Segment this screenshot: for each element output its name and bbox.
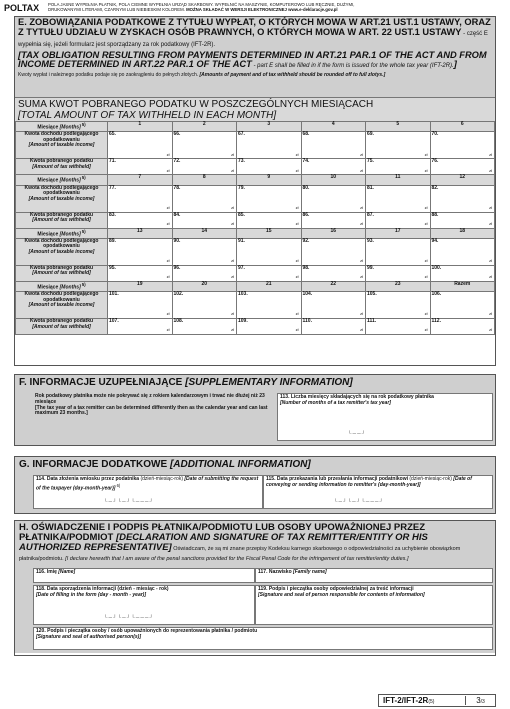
- field-113-ticks: └──┘: [348, 431, 367, 438]
- currency-label: zł: [231, 311, 234, 317]
- taxable-income-field[interactable]: [366, 238, 431, 265]
- currency-label: zł: [360, 274, 363, 280]
- currency-label: zł: [166, 258, 170, 264]
- currency-label: zł: [166, 220, 170, 226]
- field-number: 101.: [109, 291, 119, 297]
- tax-withheld-label: Kwota pobranego podatku [Amount of tax withheld]: [16, 319, 108, 335]
- field-number: 87.: [367, 211, 374, 218]
- currency-label: zł: [489, 167, 492, 173]
- field-number: 68.: [302, 131, 310, 138]
- section-f-title: F. INFORMACJE UZUPEŁNIAJĄCE [SUPPLEMENTARY INFORMATION]: [15, 375, 495, 391]
- taxable-income-field[interactable]: [366, 132, 431, 159]
- field-number: 96.: [173, 264, 181, 271]
- currency-label: zł: [489, 274, 492, 280]
- field-number: 105.: [367, 291, 377, 297]
- currency-label: zł: [489, 204, 492, 210]
- taxable-income-field[interactable]: [108, 292, 173, 319]
- tax-withheld-field[interactable]: [430, 319, 495, 335]
- month-number: 16: [301, 228, 366, 238]
- currency-label: zł: [489, 220, 492, 226]
- currency-label: zł: [231, 167, 234, 173]
- tax-withheld-field[interactable]: [301, 212, 366, 228]
- currency-label: zł: [489, 327, 492, 333]
- taxable-income-row: [16, 132, 495, 159]
- section-f-row: [15, 391, 495, 445]
- taxable-income-field[interactable]: [301, 185, 366, 212]
- currency-label: zł: [489, 258, 492, 264]
- rounding-note: Kwoty wypłat i należnego podatku podaje się po zaokrągleniu do pełnych złotych. [Amounts of payment and of tax withheld should be rounded off to full zlotys.]: [18, 71, 386, 78]
- taxable-income-field[interactable]: [301, 238, 366, 265]
- field-number: 74.: [302, 158, 310, 165]
- currency-label: zł: [295, 151, 299, 157]
- field-number: 107.: [109, 318, 119, 324]
- top-bar: [4, 2, 506, 15]
- taxable-income-field[interactable]: [301, 132, 366, 159]
- currency-label: zł: [166, 204, 170, 210]
- taxable-income-field[interactable]: [172, 185, 237, 212]
- section-g: [14, 456, 496, 514]
- currency-label: zł: [295, 311, 299, 317]
- month-number: 23: [366, 281, 431, 291]
- currency-label: zł: [424, 274, 428, 280]
- taxable-income-field[interactable]: [108, 238, 173, 265]
- tax-withheld-field[interactable]: [237, 159, 302, 175]
- taxable-income-row: [16, 185, 495, 212]
- field-number: 89.: [109, 237, 116, 244]
- currency-label: zł: [424, 151, 428, 157]
- taxable-income-field[interactable]: [237, 292, 302, 319]
- currency-label: zł: [295, 204, 299, 210]
- section-e: [14, 16, 496, 366]
- field-number: 84.: [173, 211, 181, 218]
- tax-withheld-field[interactable]: [237, 212, 302, 228]
- currency-label: zł: [424, 220, 428, 226]
- section-h-header: [15, 521, 495, 566]
- months-row: [16, 281, 495, 291]
- currency-label: zł: [295, 220, 299, 226]
- currency-label: zł: [166, 274, 170, 280]
- taxable-income-field[interactable]: [108, 185, 173, 212]
- field-number: 76.: [431, 158, 439, 165]
- section-g-row: [15, 473, 495, 513]
- field-number: 94.: [431, 237, 439, 244]
- currency-label: zł: [424, 311, 428, 317]
- tax-withheld-field[interactable]: [430, 159, 495, 175]
- tax-withheld-field[interactable]: [430, 265, 495, 281]
- currency-label: zł: [231, 327, 234, 333]
- field-number: 80.: [302, 184, 310, 191]
- currency-label: zł: [231, 258, 234, 264]
- field-number: 93.: [367, 237, 374, 244]
- field-number: 81.: [367, 184, 374, 191]
- tax-withheld-row: [16, 159, 495, 175]
- tax-withheld-row: [16, 265, 495, 281]
- months-row: [16, 122, 495, 132]
- field-number: 112.: [431, 318, 441, 324]
- taxable-income-field[interactable]: [237, 238, 302, 265]
- instructions-notice: [48, 2, 506, 12]
- currency-label: zł: [424, 258, 428, 264]
- section-h: [14, 520, 496, 656]
- field-number: 83.: [109, 211, 116, 218]
- field-119-signature[interactable]: 119. Podpis i pieczątka osoby odpowiedzialnej za treść informacji [Signature and seal of person responsible for contents of information]: [255, 585, 493, 625]
- currency-label: zł: [231, 220, 234, 226]
- field-number: 90.: [173, 237, 181, 244]
- form-code: IFT-2/IFT-2R(5): [383, 696, 435, 705]
- currency-label: zł: [166, 327, 170, 333]
- section-h-row2: [15, 583, 495, 625]
- field-number: 97.: [238, 264, 245, 271]
- months-label: Miesiące [Months] $^{5)}$: [16, 228, 108, 238]
- month-number: 22: [301, 281, 366, 291]
- month-number: 4: [301, 122, 366, 132]
- monthly-tax-grid: [15, 121, 495, 335]
- field-number: 71.: [109, 158, 116, 165]
- tax-withheld-field[interactable]: [108, 319, 173, 335]
- taxable-income-field[interactable]: [172, 238, 237, 265]
- month-number: 13: [108, 228, 173, 238]
- field-number: 66.: [173, 131, 181, 138]
- tax-withheld-field[interactable]: [366, 319, 431, 335]
- section-e-title: E. ZOBOWIĄZANIA PODATKOWE Z TYTUŁU WYPŁAT, O KTÓRYCH MOWA W ART.21 UST.1 USTAWY, ORAZ Z TYTUŁU UDZIAŁU W ZYSKACH OSÓB PRAWNYCH, O KTÓRYCH MOWA W ART. 22 UST.1 USTAWY - część E wypełnia się, jeżeli formularz jest sporządzany za rok podatkowy (IFT-2R). [TAX OBLIGATION RESULTING FROM PAYMENTS DETERMINED IN ART.21 PAR.1 OF THE ACT AND FROM INCOME DETERMINED IN ART.22 PAR.1 OF THE ACT - part E shall be filled in if the form is issued for the whole tax year (IFT-2R).]: [18, 17, 491, 69]
- currency-label: zł: [231, 204, 234, 210]
- field-number: 73.: [238, 158, 245, 165]
- field-120-authorised-signature[interactable]: 120. Podpis i pieczątka osoby / osób upoważnionych do reprezentowania płatnika / podmiotu [Signature and seal of authorised person(s)]: [33, 627, 493, 650]
- field-number: 102.: [173, 291, 184, 297]
- field-number: 78.: [173, 184, 181, 191]
- currency-label: zł: [489, 151, 492, 157]
- field-116-first-name[interactable]: 116. Imię [Name]: [33, 568, 255, 583]
- currency-label: zł: [166, 311, 170, 317]
- month-number: 14: [172, 228, 237, 238]
- currency-label: zł: [489, 311, 492, 317]
- currency-label: zł: [424, 204, 428, 210]
- field-number: 67.: [238, 131, 245, 138]
- taxable-income-field[interactable]: [430, 238, 495, 265]
- currency-label: zł: [424, 167, 428, 173]
- months-label: Miesiące [Months] $^{5)}$: [16, 175, 108, 185]
- page-number: 3/3: [465, 696, 495, 705]
- tax-withheld-field[interactable]: [172, 265, 237, 281]
- field-number: 108.: [173, 318, 184, 324]
- tax-withheld-field[interactable]: [172, 212, 237, 228]
- field-113[interactable]: 113. Liczba miesięcy składających się na rok podatkowy płatnika [Number of months of a tax remitter's tax year] └──┘: [277, 393, 493, 441]
- field-115[interactable]: 115. Data przekazania lub przesłania informacji podatnikowi (dzień-miesiąc-rok) [Date of conveying or sending information to remitter's (day-month-year)] └─┘└─┘└───┘: [263, 475, 493, 509]
- month-number: 18: [430, 228, 495, 238]
- field-number: 86.: [302, 211, 310, 218]
- month-number: 3: [237, 122, 302, 132]
- form-id-box: [378, 694, 496, 707]
- currency-label: zł: [360, 220, 363, 226]
- notice-electronic: MOŻNA SKŁADAĆ W WERSJI ELEKTRONICZNEJ: [186, 7, 287, 12]
- currency-label: zł: [424, 327, 428, 333]
- taxable-income-field[interactable]: [172, 292, 237, 319]
- taxable-income-field[interactable]: [172, 132, 237, 159]
- field-number: 95.: [109, 264, 116, 271]
- currency-label: zł: [360, 151, 363, 157]
- taxable-income-field[interactable]: [430, 132, 495, 159]
- field-number: 69.: [367, 131, 374, 138]
- poltax-logo: POLTAX: [4, 3, 40, 13]
- tax-withheld-field[interactable]: [108, 159, 173, 175]
- field-114-ticks: └─┘└─┘└───┘: [104, 499, 154, 506]
- field-number: 79.: [238, 184, 245, 191]
- currency-label: zł: [166, 167, 170, 173]
- section-h-title: H. OŚWIADCZENIE I PODPIS PŁATNIKA/PODMIOTU LUB OSOBY UPOWAŻNIONEJ PRZEZ PŁATNIKA/PODMIOT [DECLARATION AND SIGNATURE OF TAX REMITTER/ENTITY OR HIS AUTHORIZED REPRESENTATIVE] Oświadczam, że są mi znane przepisy Kodeksu karnego skarbowego o odpowiedzialności za uchybienie obowiązkom płatnika/podmiotu. [I declare herewith that I am aware of the penal sanctions provided for the Fiscal Penal Code for the infringement of tax remitter/entity duties.]: [19, 522, 461, 562]
- tax-withheld-label: Kwota pobranego podatku [Amount of tax withheld]: [16, 159, 108, 175]
- months-label: Miesiące [Months] $^{5)}$: [16, 281, 108, 291]
- taxable-income-field[interactable]: [430, 292, 495, 319]
- taxable-income-label: Kwota dochodu podlegającego opodatkowaniu [Amount of taxable income]: [16, 292, 108, 319]
- taxable-income-row: [16, 292, 495, 319]
- currency-label: zł: [360, 327, 363, 333]
- month-number: 15: [237, 228, 302, 238]
- field-number: 77.: [109, 184, 116, 191]
- field-114[interactable]: 114. Data złożenia wniosku przez podatnika (dzień-miesiąc-rok) [Date of submitting the request of the taxpayer (day-month-year)] $^{6)}$ └─┘└─┘└───┘: [33, 475, 263, 509]
- section-e-header: [15, 17, 495, 97]
- month-number: 20: [172, 281, 237, 291]
- field-number: 109.: [238, 318, 248, 324]
- currency-label: zł: [295, 274, 299, 280]
- month-number: 19: [108, 281, 173, 291]
- taxable-income-row: [16, 238, 495, 265]
- taxable-income-label: Kwota dochodu podlegającego opodatkowaniu [Amount of taxable income]: [16, 132, 108, 159]
- field-number: 88.: [431, 211, 439, 218]
- tax-withheld-label: Kwota pobranego podatku [Amount of tax withheld]: [16, 265, 108, 281]
- currency-label: zł: [295, 258, 299, 264]
- month-number: 5: [366, 122, 431, 132]
- sum-header: SUMA KWOT POBRANEGO PODATKU W POSZCZEGÓLNYCH MIESIĄCACH [TOTAL AMOUNT OF TAX WITHHELD IN EACH MONTH]: [15, 97, 495, 121]
- month-number: 2: [172, 122, 237, 132]
- tax-withheld-field[interactable]: [108, 265, 173, 281]
- taxable-income-field[interactable]: [301, 292, 366, 319]
- months-row: [16, 228, 495, 238]
- tax-withheld-field[interactable]: [172, 159, 237, 175]
- tax-year-note: Rok podatkowy płatnika może nie pokrywać się z rokiem kalendarzowym i trwać nie dłużej niż 23 miesiące [The tax year of a tax remitter can be determined differently then as the calendar year and can last maximum 23 months.]: [33, 393, 277, 441]
- tax-withheld-field[interactable]: [237, 265, 302, 281]
- field-117-family-name[interactable]: 117. Nazwisko [Family name]: [255, 568, 493, 583]
- currency-label: zł: [360, 167, 363, 173]
- field-115-ticks: └─┘└─┘└───┘: [334, 499, 384, 506]
- tax-withheld-field[interactable]: [301, 319, 366, 335]
- month-number: Razem: [430, 281, 495, 291]
- field-number: 106.: [431, 291, 442, 297]
- currency-label: zł: [295, 167, 299, 173]
- taxable-income-field[interactable]: [237, 132, 302, 159]
- taxable-income-field[interactable]: [237, 185, 302, 212]
- field-number: 75.: [367, 158, 374, 165]
- field-number: 91.: [238, 237, 245, 244]
- tax-withheld-field[interactable]: [108, 212, 173, 228]
- tax-withheld-field[interactable]: [430, 212, 495, 228]
- field-number: 70.: [431, 131, 439, 138]
- field-number: 100.: [431, 264, 442, 271]
- field-number: 111.: [367, 318, 377, 324]
- tax-withheld-label: Kwota pobranego podatku [Amount of tax withheld]: [16, 212, 108, 228]
- tax-withheld-field[interactable]: [172, 319, 237, 335]
- currency-label: zł: [231, 151, 234, 157]
- currency-label: zł: [360, 311, 363, 317]
- months-label: Miesiące [Months] $^{5)}$: [16, 122, 108, 132]
- month-number: 17: [366, 228, 431, 238]
- tax-withheld-field[interactable]: [366, 265, 431, 281]
- taxable-income-field[interactable]: [430, 185, 495, 212]
- field-number: 85.: [238, 211, 245, 218]
- currency-label: zł: [360, 204, 363, 210]
- tax-withheld-field[interactable]: [366, 159, 431, 175]
- taxable-income-label: Kwota dochodu podlegającego opodatkowaniu [Amount of taxable income]: [16, 238, 108, 265]
- section-h-row3: [15, 625, 495, 653]
- field-number: 104.: [302, 291, 313, 297]
- field-number: 99.: [367, 264, 374, 271]
- taxable-income-label: Kwota dochodu podlegającego opodatkowaniu [Amount of taxable income]: [16, 185, 108, 212]
- section-f: [14, 374, 496, 446]
- taxable-income-field[interactable]: [108, 132, 173, 159]
- currency-label: zł: [231, 274, 234, 280]
- notice-line1: POLA JASNE WYPEŁNIA PŁATNIK, POLA CIEMNE WYPEŁNIA URZĄD SKARBOWY. WYPEŁNIĆ NA MASZYNIE, KOMPUTEROWO LUB RĘCZNIE, DUŻYMI,: [48, 2, 355, 7]
- field-number: 65.: [109, 131, 116, 138]
- month-number: 11: [366, 175, 431, 185]
- month-number: 9: [237, 175, 302, 185]
- months-row: [16, 175, 495, 185]
- month-number: 12: [430, 175, 495, 185]
- month-number: 1: [108, 122, 173, 132]
- field-number: 82.: [431, 184, 439, 191]
- field-number: 98.: [302, 264, 310, 271]
- month-number: 10: [301, 175, 366, 185]
- month-number: 6: [430, 122, 495, 132]
- tax-withheld-field[interactable]: [301, 265, 366, 281]
- notice-line2: DRUKOWANYMI LITERAMI, CZARNYM LUB NIEBIESKIM KOLOREM.: [48, 7, 185, 12]
- tax-withheld-field[interactable]: [237, 319, 302, 335]
- field-118-date[interactable]: 118. Data sporządzenia informacji (dzień - miesiąc - rok) [Date of filling in the form (day - month - year)] └─┘└─┘└───┘: [33, 585, 255, 625]
- tax-withheld-row: [16, 319, 495, 335]
- taxable-income-field[interactable]: [366, 292, 431, 319]
- tax-withheld-field[interactable]: [366, 212, 431, 228]
- field-number: 72.: [173, 158, 181, 165]
- currency-label: zł: [360, 258, 363, 264]
- month-number: 7: [108, 175, 173, 185]
- field-118-ticks: └─┘└─┘└───┘: [104, 615, 154, 622]
- section-g-title: G. INFORMACJE DODATKOWE [ADDITIONAL INFORMATION]: [15, 457, 495, 473]
- notice-url: www.e-deklaracje.gov.pl: [288, 7, 338, 12]
- currency-label: zł: [295, 327, 299, 333]
- field-number: 92.: [302, 237, 310, 244]
- field-number: 110.: [302, 318, 312, 324]
- taxable-income-field[interactable]: [366, 185, 431, 212]
- tax-withheld-field[interactable]: [301, 159, 366, 175]
- section-h-row1: [15, 566, 495, 583]
- tax-withheld-row: [16, 212, 495, 228]
- month-number: 21: [237, 281, 302, 291]
- month-number: 8: [172, 175, 237, 185]
- field-number: 103.: [238, 291, 248, 297]
- currency-label: zł: [166, 151, 170, 157]
